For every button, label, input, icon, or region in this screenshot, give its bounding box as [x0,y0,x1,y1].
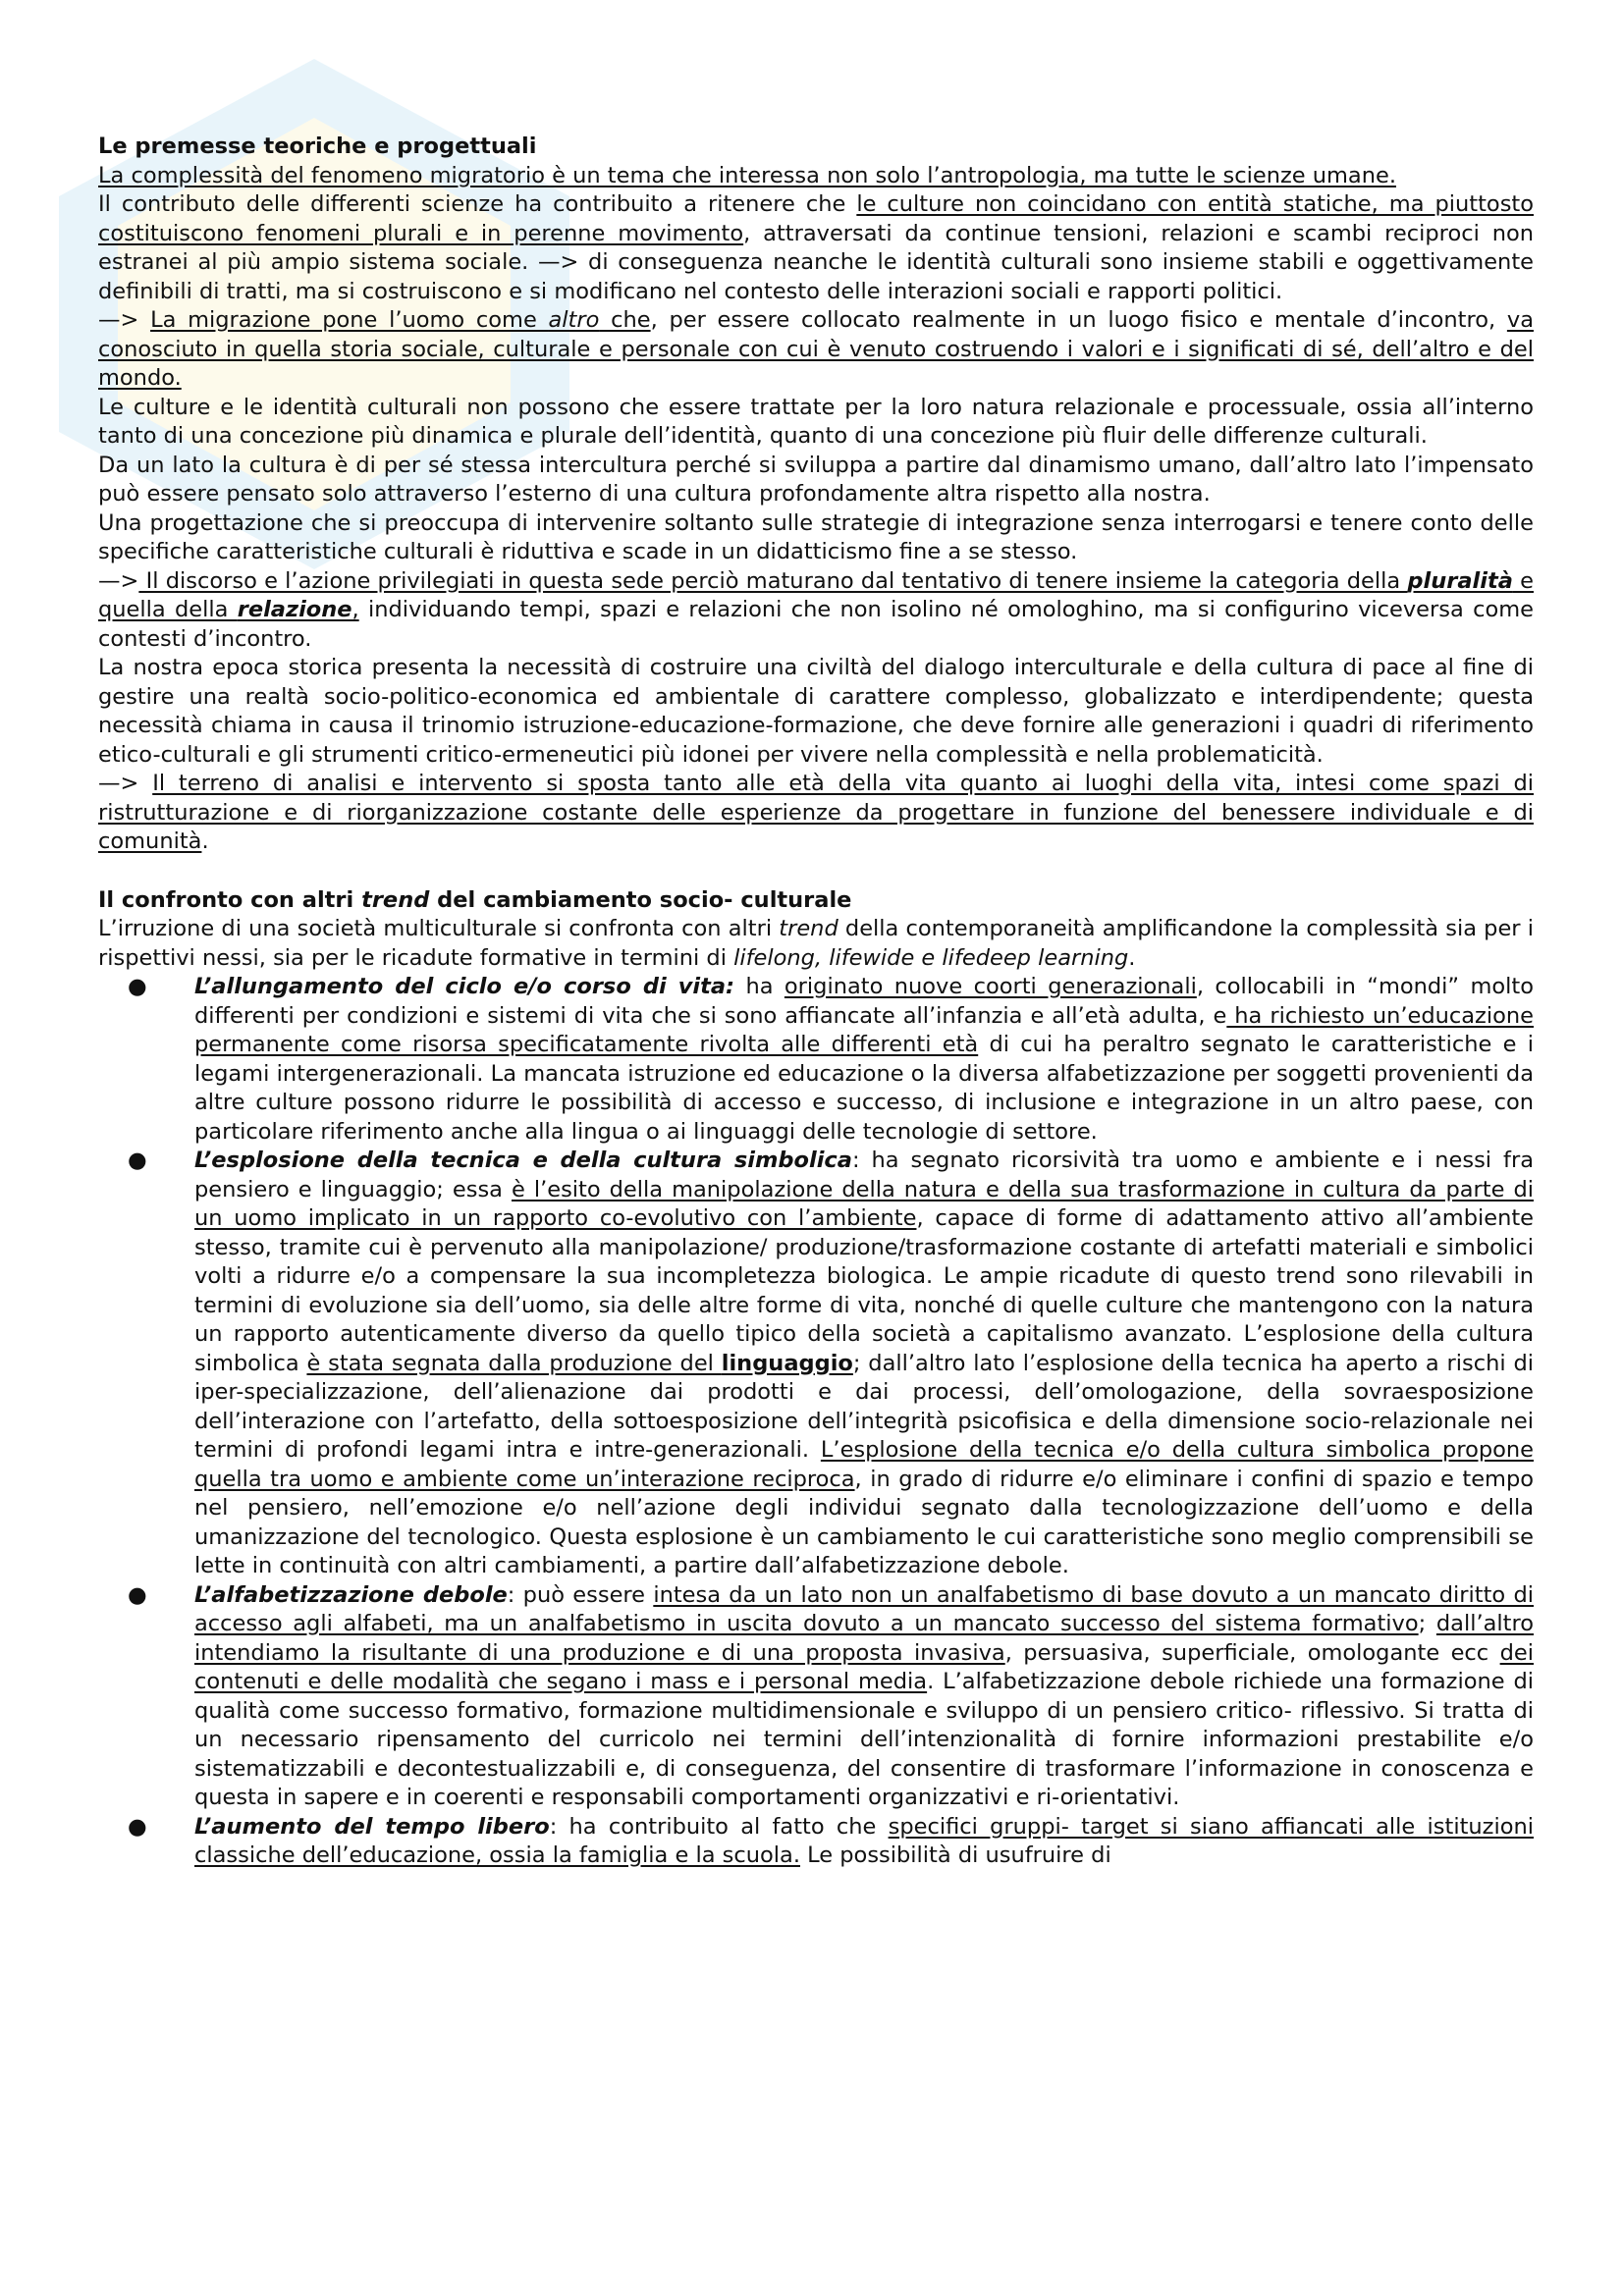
paragraph-intercultura: Da un lato la cultura è di per sé stessa intercultura perché si sviluppa a partire dal dinamismo umano, dall’altro lato l’impensato può essere pensato solo attraverso l’esterno di una cultura profondamente altra rispetto alla nostra. [98,452,1534,507]
bullet-icon: ● [128,974,147,999]
paragraph-pluralita-relazione: —> Il discorso e l’azione privilegiati in questa sede perciò maturano dal tentativo di tenere insieme la categoria della pluralità e quella della relazione, individuando tempi, spazi e relazioni che non isolino né omologhino, ma si configurino viceversa come contesti d’incontro. [98,567,1534,652]
document-page [98,133,1534,1871]
list-item-tempo-libero: ● L’aumento del tempo libero: ha contribuito al fatto che specifici gruppi- target si siano affiancati alle istituzioni classiche dell’educazione, ossia la famiglia e la scuola. Le possibilità di usufruire di [128,1813,1534,1868]
bullet-icon: ● [128,1813,147,1840]
bullet-icon: ● [128,1581,147,1608]
section-title-premesse: Le premesse teoriche e progettuali [98,133,537,159]
paragraph-progettazione: Una progettazione che si preoccupa di intervenire soltanto sulle strategie di integrazione senza interrogarsi e tenere conto delle specifiche caratteristiche culturali è riduttiva e scade in un didatticismo fine a se stesso. [98,509,1534,564]
bullet-icon: ● [128,1148,147,1173]
paragraph-irruzione: L’irruzione di una società multiculturale si confronta con altri trend della contemporaneità amplificandone la complessità sia per i rispettivi nessi, sia per le ricadute formative in termini di lifelong, lifewide e lifedeep learning. [98,916,1534,971]
paragraph-migrazione: —> La migrazione pone l’uomo come altro che, per essere collocato realmente in un luogo fisico e mentale d’incontro, va conosciuto in quella storia sociale, culturale e personale con cui è venuto costruendo i valori e i significati di sé, dell’altro e del mondo. [98,307,1534,391]
list-item-allungamento: ● L’allungamento del ciclo e/o corso di vita: ha originato nuove coorti generazionali, collocabili in “mondi” molto differenti per condizioni e sistemi di vita che si sono affiancate all’infanzia e all’età adulta, e ha richiesto un’educazione permanente come risorsa specificatamente rivolta alle differenti età di cui ha peraltro segnato le caratteristiche e i legami intergenerazionali. La mancata istruzione ed educazione o la diversa alfabetizzazione per soggetti provenienti da altre culture possono ridurre le possibilità di accesso e successo, di inclusione e integrazione in un altro paese, con particolare riferimento anche alla lingua o ai linguaggi delle tecnologie di settore. [128,974,1534,1145]
section-title-confronto: Il confronto con altri trend del cambiamento socio- culturale [98,886,852,913]
list-item-alfabetizzazione: ● L’alfabetizzazione debole: può essere intesa da un lato non un analfabetismo di base dovuto a un mancato diritto di accesso agli alfabeti, ma un analfabetismo in uscita dovuto a un mancato successo del sistema formativo; dall’altro intendiamo la risultante di una produzione e di una proposta invasiva, persuasiva, superficiale, omologante ecc dei contenuti e delle modalità che segano i mass e i personal media. L’alfabetizzazione debole richiede una formazione di qualità come successo formativo, formazione multidimensionale e sviluppo di un pensiero critico- riflessivo. Si tratta di un necessario ripensamento del curricolo nei termini dell’intenzionalità di fornire informazioni prestabilite e/o sistematizzabili e decontestualizzabili e, di conseguenza, del consentire di trasformare l’informazione in conoscenza e questa in sapere e in coerenti e responsabili comportamenti organizzativi e ri-orientativi. [128,1581,1534,1810]
list-item-esplosione: ● L’esplosione della tecnica e della cultura simbolica: ha segnato ricorsività tra uomo e ambiente e i nessi fra pensiero e linguaggio; essa è l’esito della manipolazione della natura e della sua trasformazione in cultura da parte di un uomo implicato in un rapporto co-evolutivo con l’ambiente, capace di forme di adattamento attivo all’ambiente stesso, tramite cui è pervenuto alla manipolazione/ produzione/trasformazione costante di artefatti materiali e simbolici volti a ridurre e/o a compensare la sua incompletezza biologica. Le ampie ricadute di questo trend sono rilevabili in termini di evoluzione sia dell’uomo, sia delle altre forme di vita, nonché di quelle culture che mantengono con la natura un rapporto autenticamente diverso da quello tipico della società a capitalismo avanzato. L’esplosione della cultura simbolica è stata segnata dalla produzione del linguaggio; dall’altro lato l’esplosione della tecnica ha aperto a rischi di iper-specializzazione, dell’alienazione dai prodotti e dai processi, dell’omologazione, della sovraesposizione dell’interazione con l’artefatto, della sottoesposizione dell’integrità psicofisica e della dimensione socio-relazionale nei termini di profondi legami intra e intre-generazionali. L’esplosione della tecnica e/o della cultura simbolica propone quella tra uomo e ambiente come un’interazione reciproca, in grado di ridurre e/o eliminare i confini di spazio e tempo nel pensiero, nell’emozione e/o nell’azione degli individui segnato dalla tecnologizzazione dell’uomo e della umanizzazione del tecnologico. Questa esplosione è un cambiamento le cui caratteristiche sono meglio comprensibili se lette in continuità con altri cambiamenti, a partire dall’alfabetizzazione debole. [128,1148,1535,1578]
paragraph-contributo: Il contributo delle differenti scienze ha contribuito a ritenere che le culture non coincidano con entità statiche, ma piuttosto costituiscono fenomeni plurali e in perenne movimento, attraversati da continue tensioni, relazioni e scambi reciproci non estranei al più ampio sistema sociale. —> di conseguenza neanche le identità culturali sono insieme stabili e oggettivamente definibili di tratti, ma si costruiscono e si modificano nel contesto delle interazioni sociali e rapporti politici. [98,191,1535,304]
section-spacer [98,857,1534,886]
paragraph-complessita: La complessità del fenomeno migratorio è un tema che interessa non solo l’antropologia, ma tutte le scienze umane. [98,162,1396,188]
paragraph-epoca-storica: La nostra epoca storica presenta la necessità di costruire una civiltà del dialogo interculturale e della cultura di pace al fine di gestire una realtà socio-politico-economica ed ambientale di carattere complesso, globalizzato e interdipendente; questa necessità chiama in causa il trinomio istruzione-educazione-formazione, che deve fornire alle generazioni i quadri di riferimento etico-culturali e gli strumenti critico-ermeneutici più idonei per vivere nella complessità e nella problematicità. [98,655,1534,768]
trend-list [98,973,1534,1871]
paragraph-terreno-analisi: —> Il terreno di analisi e intervento si sposta tanto alle età della vita quanto ai luoghi della vita, intesi come spazi di ristrutturazione e di riorganizzazione costante delle esperienze da progettare in funzione del benessere individuale e di comunità. [98,771,1534,854]
paragraph-culture-identita: Le culture e le identità culturali non possono che essere trattate per la loro natura relazionale e processuale, ossia all’interno tanto di una concezione più dinamica e plurale dell’identità, quanto di una concezione più fluir delle differenze culturali. [98,394,1534,449]
